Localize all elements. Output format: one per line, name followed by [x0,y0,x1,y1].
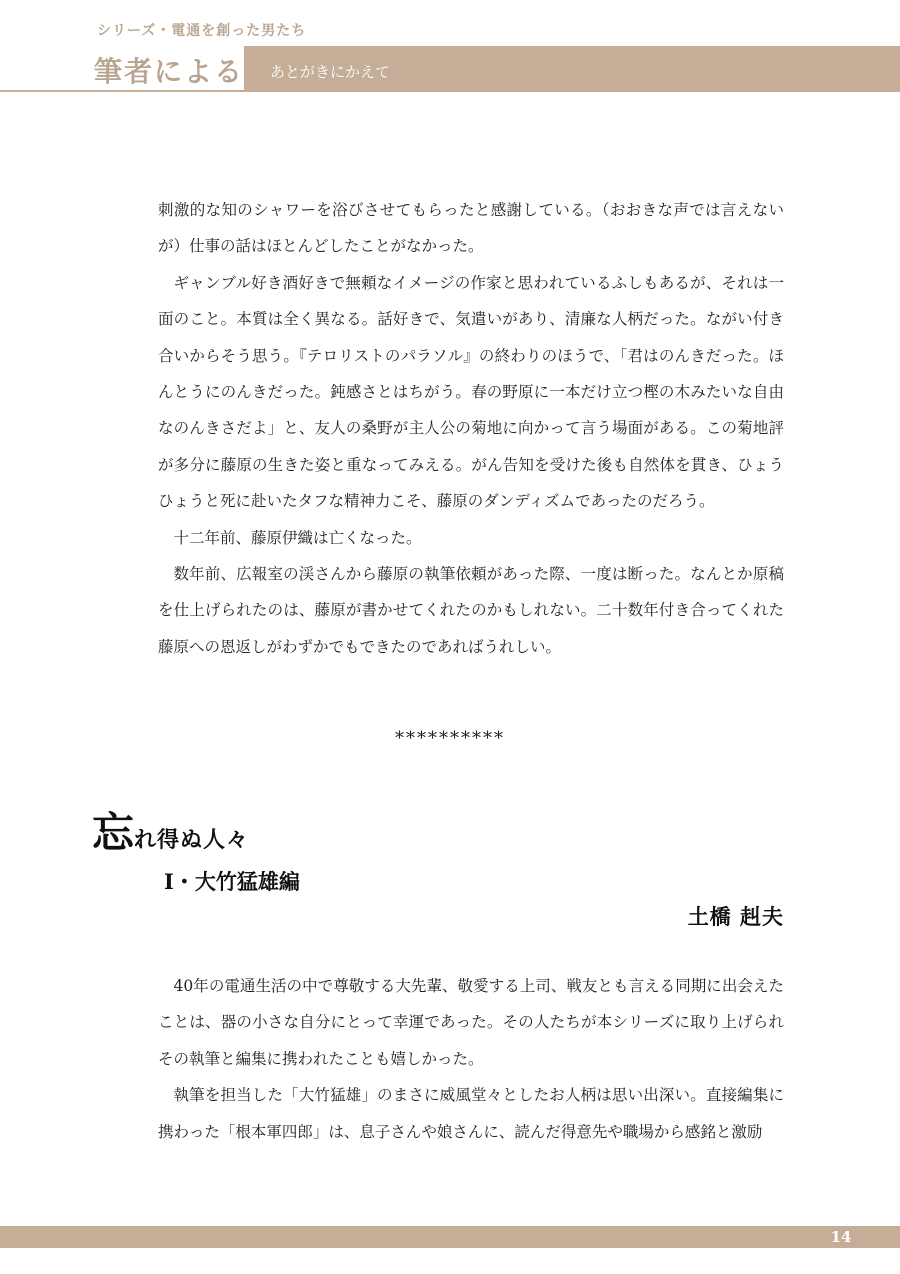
article-body-2 [158,968,784,1150]
page-subtitle: あとがきにかえて [270,63,391,81]
paragraph: 十二年前、藤原伊織は亡くなった。 [173,528,422,547]
section-subtitle: Ⅰ・大竹猛雄編 [164,869,300,894]
article-body-1 [158,192,784,665]
paragraph: ギャンブル好き酒好きで無頼なイメージの作家と思われているふしもあるが、それは一面のこと。本質は全く異なる。話好きで、気遣いがあり、清廉な人柄だった。ながい付き合いからそう思う。『テロリストのパラソル』の終わりのほうで、「君はのんきだった。ほんとうにのんきだった。鈍感さとはちがう。春の野原に一本だけ立つ樫の木みたいな自由なのんきさだよ」と、友人の桑野が主人公の菊地に向かって言う場面がある。この菊地評が多分に藤原の生きた姿と重なってみえる。がん告知を受けた後も自然体を貫き、ひょうひょうと死に赴いたタフな精神力こそ、藤原のダンディズムであったのだろう。 [158,273,784,511]
author-name: 土橋 赳夫 [687,904,784,929]
paragraph: 数年前、広報室の渓さんから藤原の執筆依頼があった際、一度は断った。なんとか原稿を仕上げられたのは、藤原が書かせてくれたのかもしれない。二十数年付き合ってくれた藤原への恩返しがわずかでもできたのであればうれしい。 [158,565,784,656]
footer-band [0,1226,900,1248]
paragraph: 40年の電通生活の中で尊敬する大先輩、敬愛する上司、戦友とも言える同期に出会えたことは、器の小さな自分にとって幸運であった。その人たちが本シリーズに取り上げられその執筆と編集に携われたことも嬉しかった。 [158,977,784,1068]
section-separator: ********** [395,728,505,749]
page-title: 筆者による [94,55,245,88]
section-heading [92,800,249,860]
section-heading-initial: 忘 [92,808,135,857]
series-title: シリーズ・電通を創った男たち [97,23,307,39]
page-number: 14 [830,1228,852,1246]
section-heading-rest: れ得ぬ人々 [134,827,250,853]
paragraph: 刺激的な知のシャワーを浴びさせてもらったと感謝している。（おおきな声では言えないが）仕事の話はほとんどしたことがなかった。 [158,201,784,256]
paragraph: 執筆を担当した「大竹猛雄」のまさに威風堂々としたお人柄は思い出深い。直接編集に携わった「根本軍四郎」は、息子さんや娘さんに、読んだ得意先や職場から感銘と激励 [158,1086,784,1141]
